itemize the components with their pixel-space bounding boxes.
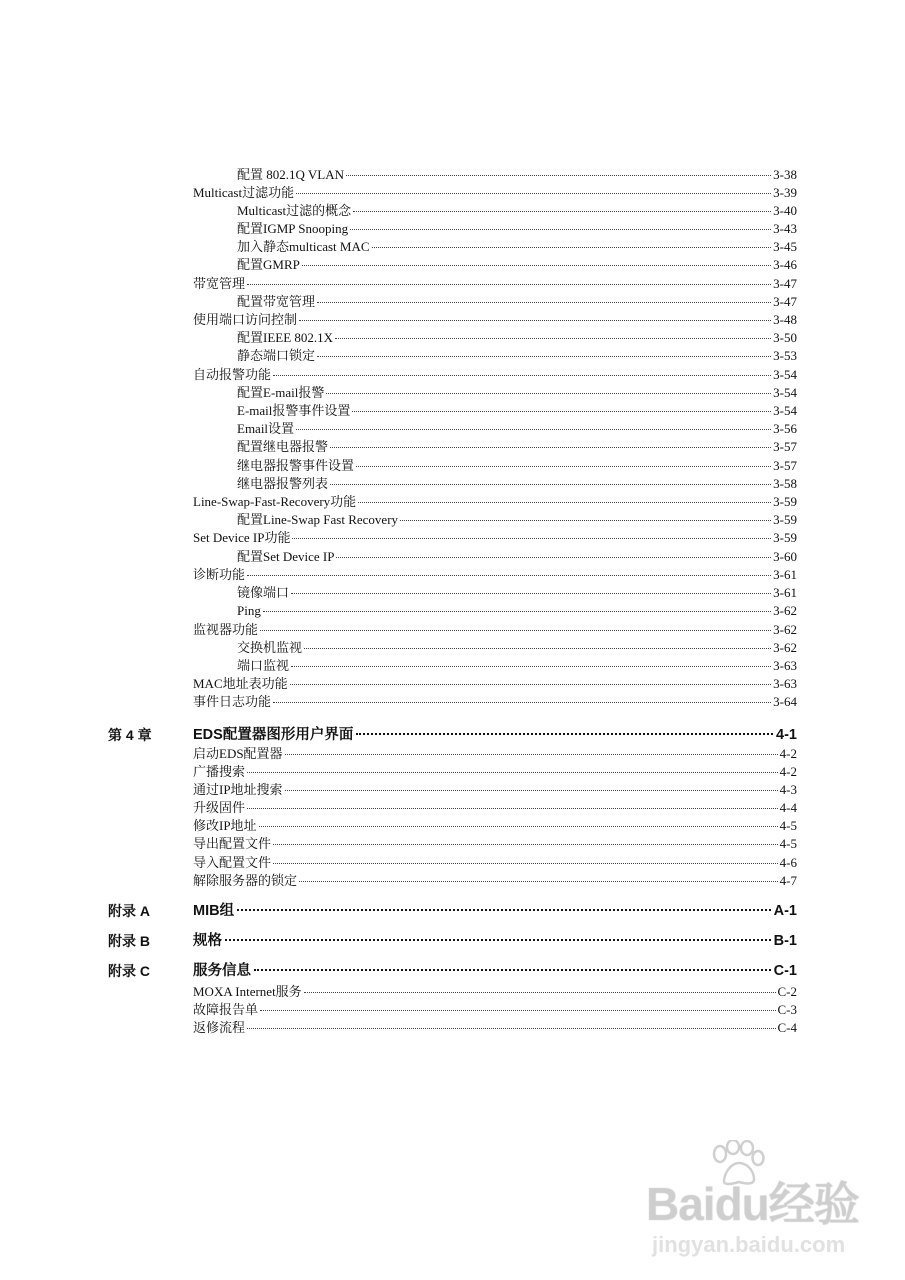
toc-entry-page: 3-59 (773, 494, 797, 509)
toc-entry-page: 3-57 (773, 458, 797, 473)
toc-entry[interactable] (237, 602, 797, 620)
toc-entry[interactable] (193, 854, 797, 872)
toc-entry-title: 配置带宽管理 (237, 294, 316, 309)
dot-leader (356, 465, 771, 467)
dot-leader (237, 908, 771, 911)
dot-leader (335, 337, 771, 339)
dot-leader (353, 210, 771, 212)
toc-entry-page: 3-40 (773, 203, 797, 218)
toc-entry-title: 配置Set Device IP (237, 549, 335, 564)
toc-entry[interactable] (193, 799, 797, 817)
toc-entry-title: Email设置 (237, 421, 295, 436)
toc-entry-title: 加入静态multicast MAC (237, 239, 370, 254)
toc-entry-page: 4-5 (779, 818, 797, 833)
dot-leader (317, 301, 771, 303)
toc-entry-title: 带宽管理 (193, 276, 246, 291)
dot-leader (225, 938, 771, 941)
toc-entry[interactable] (193, 675, 797, 693)
dot-leader (304, 991, 776, 993)
toc-entry-page: 4-4 (779, 800, 797, 815)
toc-entry-title: 配置IEEE 802.1X (237, 330, 334, 345)
toc-entry-title: 镜像端口 (237, 585, 290, 600)
watermark-url: jingyan.baidu.com (652, 1232, 846, 1257)
toc-entry[interactable] (237, 511, 797, 529)
dot-leader (358, 501, 771, 503)
toc-entry[interactable] (237, 293, 797, 311)
chapter-label: 附录 A (108, 903, 150, 919)
toc-entry-title: 配置Line-Swap Fast Recovery (237, 512, 399, 527)
toc-entry-page: 3-56 (773, 421, 797, 436)
toc-entry[interactable] (193, 745, 797, 763)
toc-entry[interactable] (237, 238, 797, 256)
dot-leader (350, 228, 771, 230)
toc-entry-title: Multicast过滤的概念 (237, 203, 352, 218)
toc-chapter-page: C-1 (773, 963, 797, 979)
dot-leader (400, 519, 771, 521)
toc-entry-title: Set Device IP功能 (193, 530, 291, 545)
toc-entry[interactable] (237, 657, 797, 675)
toc-entry[interactable] (237, 166, 797, 184)
toc-entry-title: Ping (237, 603, 261, 618)
toc-entry[interactable] (193, 366, 797, 384)
chapter-label: 第 4 章 (108, 727, 152, 743)
toc-chapter[interactable] (193, 900, 797, 922)
toc-entry-page: 3-59 (773, 530, 797, 545)
toc-entry[interactable] (193, 835, 797, 853)
toc-entry-title: 配置E-mail报警 (237, 385, 325, 400)
toc-entry-page: 4-3 (779, 782, 797, 797)
dot-leader (273, 843, 778, 845)
toc-entry-title: 继电器报警事件设置 (237, 458, 355, 473)
toc-entry-page: 3-39 (773, 185, 797, 200)
toc-chapter-page: A-1 (773, 903, 797, 919)
toc-entry-title: 故障报告单 (193, 1002, 259, 1017)
baidu-watermark (640, 1140, 890, 1265)
toc-entry-title: Line-Swap-Fast-Recovery功能 (193, 494, 357, 509)
dot-leader (352, 410, 771, 412)
toc-entry[interactable] (193, 529, 797, 547)
toc-entry[interactable] (193, 311, 797, 329)
dot-leader (291, 592, 771, 594)
toc-chapter-title: 服务信息 (193, 963, 251, 979)
toc-entry[interactable] (193, 1001, 797, 1019)
dot-leader (247, 771, 778, 773)
dot-leader (356, 732, 773, 735)
toc-entry[interactable] (237, 548, 797, 566)
toc-entry-page: 3-38 (773, 167, 797, 182)
toc-entry[interactable] (193, 275, 797, 293)
toc-entry-page: C-4 (777, 1020, 797, 1035)
toc-entry[interactable] (193, 566, 797, 584)
toc-chapter[interactable] (193, 724, 797, 746)
dot-leader (302, 264, 771, 266)
toc-entry[interactable] (237, 438, 797, 456)
dot-leader (317, 355, 771, 357)
dot-leader (330, 483, 771, 485)
dot-leader (273, 374, 771, 376)
dot-leader (326, 392, 771, 394)
dot-leader (296, 428, 771, 430)
dot-leader (299, 880, 778, 882)
toc-chapter-title: 规格 (193, 933, 222, 949)
toc-entry-title: 诊断功能 (193, 567, 246, 582)
toc-entry-title: Multicast过滤功能 (193, 185, 295, 200)
toc-entry-page: 3-43 (773, 221, 797, 236)
toc-chapter-page: 4-1 (776, 727, 797, 743)
toc-entry-title: 使用端口访问控制 (193, 312, 298, 327)
toc-entry-page: 3-63 (773, 676, 797, 691)
toc-entry[interactable] (193, 621, 797, 639)
dot-leader (247, 574, 771, 576)
dot-leader (291, 665, 771, 667)
toc-entry-title: 通过IP地址搜索 (193, 782, 283, 797)
toc-chapter-page: B-1 (773, 933, 797, 949)
dot-leader (247, 1027, 775, 1029)
toc-entry-page: 3-58 (773, 476, 797, 491)
dot-leader (336, 556, 771, 558)
toc-entry[interactable] (237, 347, 797, 365)
toc-entry-page: 3-47 (773, 294, 797, 309)
toc-entry[interactable] (193, 983, 797, 1001)
chapter-label: 附录 C (108, 963, 150, 979)
toc-entry-page: 4-2 (779, 764, 797, 779)
toc-entry[interactable] (237, 584, 797, 602)
dot-leader (247, 283, 771, 285)
dot-leader (247, 807, 778, 809)
dot-leader (263, 610, 771, 612)
toc-entry[interactable] (193, 781, 797, 799)
dot-leader (346, 174, 771, 176)
toc-chapter-title: EDS配置器图形用户界面 (193, 727, 354, 743)
toc-entry-title: 升级固件 (193, 800, 246, 815)
toc-entry[interactable] (193, 693, 797, 711)
toc-entry-page: 3-50 (773, 330, 797, 345)
dot-leader (273, 701, 771, 703)
toc-entry-title: 导出配置文件 (193, 836, 272, 851)
toc-entry-title: 继电器报警列表 (237, 476, 329, 491)
toc-entry[interactable] (237, 384, 797, 402)
dot-leader (292, 537, 771, 539)
toc-entry-title: 事件日志功能 (193, 694, 272, 709)
toc-entry-title: 导入配置文件 (193, 855, 272, 870)
toc-entry[interactable] (193, 1019, 797, 1037)
toc-entry-title: E-mail报警事件设置 (237, 403, 351, 418)
toc-chapter-title: MIB组 (193, 903, 235, 919)
dot-leader (304, 647, 771, 649)
toc-entry-page: 4-5 (779, 836, 797, 851)
toc-entry[interactable] (237, 402, 797, 420)
toc-entry[interactable] (237, 639, 797, 657)
toc-entry-page: 3-61 (773, 567, 797, 582)
toc-entry[interactable] (237, 202, 797, 220)
toc-entry[interactable] (193, 184, 797, 202)
dot-leader (372, 246, 772, 248)
dot-leader (285, 789, 778, 791)
toc-entry-page: 3-61 (773, 585, 797, 600)
toc-entry-page: 3-62 (773, 603, 797, 618)
toc-entry-title: 广播搜索 (193, 764, 246, 779)
toc-entry-title: 启动EDS配置器 (193, 746, 283, 761)
toc-entry-title: MAC地址表功能 (193, 676, 288, 691)
dot-leader (330, 446, 771, 448)
toc-entry-page: 3-48 (773, 312, 797, 327)
toc-entry-page: 3-62 (773, 622, 797, 637)
toc-entry[interactable] (237, 475, 797, 493)
toc-entry-page: 3-53 (773, 348, 797, 363)
toc-entry-page: 4-7 (779, 873, 797, 888)
toc-entry-title: 静态端口锁定 (237, 348, 316, 363)
dot-leader (254, 968, 771, 971)
toc-entry-page: C-3 (777, 1002, 797, 1017)
toc-entry-page: 3-59 (773, 512, 797, 527)
toc-entry-title: 监视器功能 (193, 622, 259, 637)
toc-entry-page: 3-54 (773, 385, 797, 400)
toc-chapter[interactable] (193, 930, 797, 952)
toc-entry-page: 3-60 (773, 549, 797, 564)
toc-entry[interactable] (237, 420, 797, 438)
toc-entry[interactable] (193, 872, 797, 890)
dot-leader (259, 825, 778, 827)
toc-entry-page: 3-62 (773, 640, 797, 655)
toc-entry-title: 配置IGMP Snooping (237, 221, 349, 236)
toc-entry-page: 3-54 (773, 367, 797, 382)
dot-leader (290, 683, 772, 685)
toc-entry[interactable] (193, 493, 797, 511)
dot-leader (285, 753, 778, 755)
toc-entry[interactable] (237, 256, 797, 274)
toc-entry[interactable] (237, 329, 797, 347)
toc-entry-page: 4-6 (779, 855, 797, 870)
chapter-label: 附录 B (108, 933, 150, 949)
toc-entry-title: MOXA Internet服务 (193, 984, 302, 999)
toc-entry-title: 交换机监视 (237, 640, 303, 655)
toc-entry-title: 修改IP地址 (193, 818, 257, 833)
toc-entry-page: 3-47 (773, 276, 797, 291)
toc-entry-page: 4-2 (779, 746, 797, 761)
dot-leader (260, 629, 771, 631)
toc-entry-page: 3-57 (773, 439, 797, 454)
dot-leader (260, 1009, 775, 1011)
toc-chapter[interactable] (193, 960, 797, 982)
dot-leader (273, 862, 778, 864)
toc-entry-title: 配置继电器报警 (237, 439, 329, 454)
toc-entry[interactable] (237, 220, 797, 238)
toc-entry-title: 解除服务器的锁定 (193, 873, 298, 888)
toc-entry-title: 配置 802.1Q VLAN (237, 167, 345, 182)
toc-entry[interactable] (193, 763, 797, 781)
toc-entry[interactable] (237, 457, 797, 475)
toc-entry[interactable] (193, 817, 797, 835)
toc-entry-page: 3-45 (773, 239, 797, 254)
toc-entry-title: 端口监视 (237, 658, 290, 673)
toc-entry-title: 自动报警功能 (193, 367, 272, 382)
toc-entry-page: 3-63 (773, 658, 797, 673)
toc-entry-page: 3-64 (773, 694, 797, 709)
toc-entry-page: C-2 (777, 984, 797, 999)
dot-leader (296, 192, 771, 194)
toc-entry-page: 3-54 (773, 403, 797, 418)
toc-entry-title: 配置GMRP (237, 257, 300, 272)
watermark-logo: Baidu经验 (646, 1178, 859, 1230)
toc-entry-page: 3-46 (773, 257, 797, 272)
toc-entry-title: 返修流程 (193, 1020, 246, 1035)
dot-leader (299, 319, 771, 321)
